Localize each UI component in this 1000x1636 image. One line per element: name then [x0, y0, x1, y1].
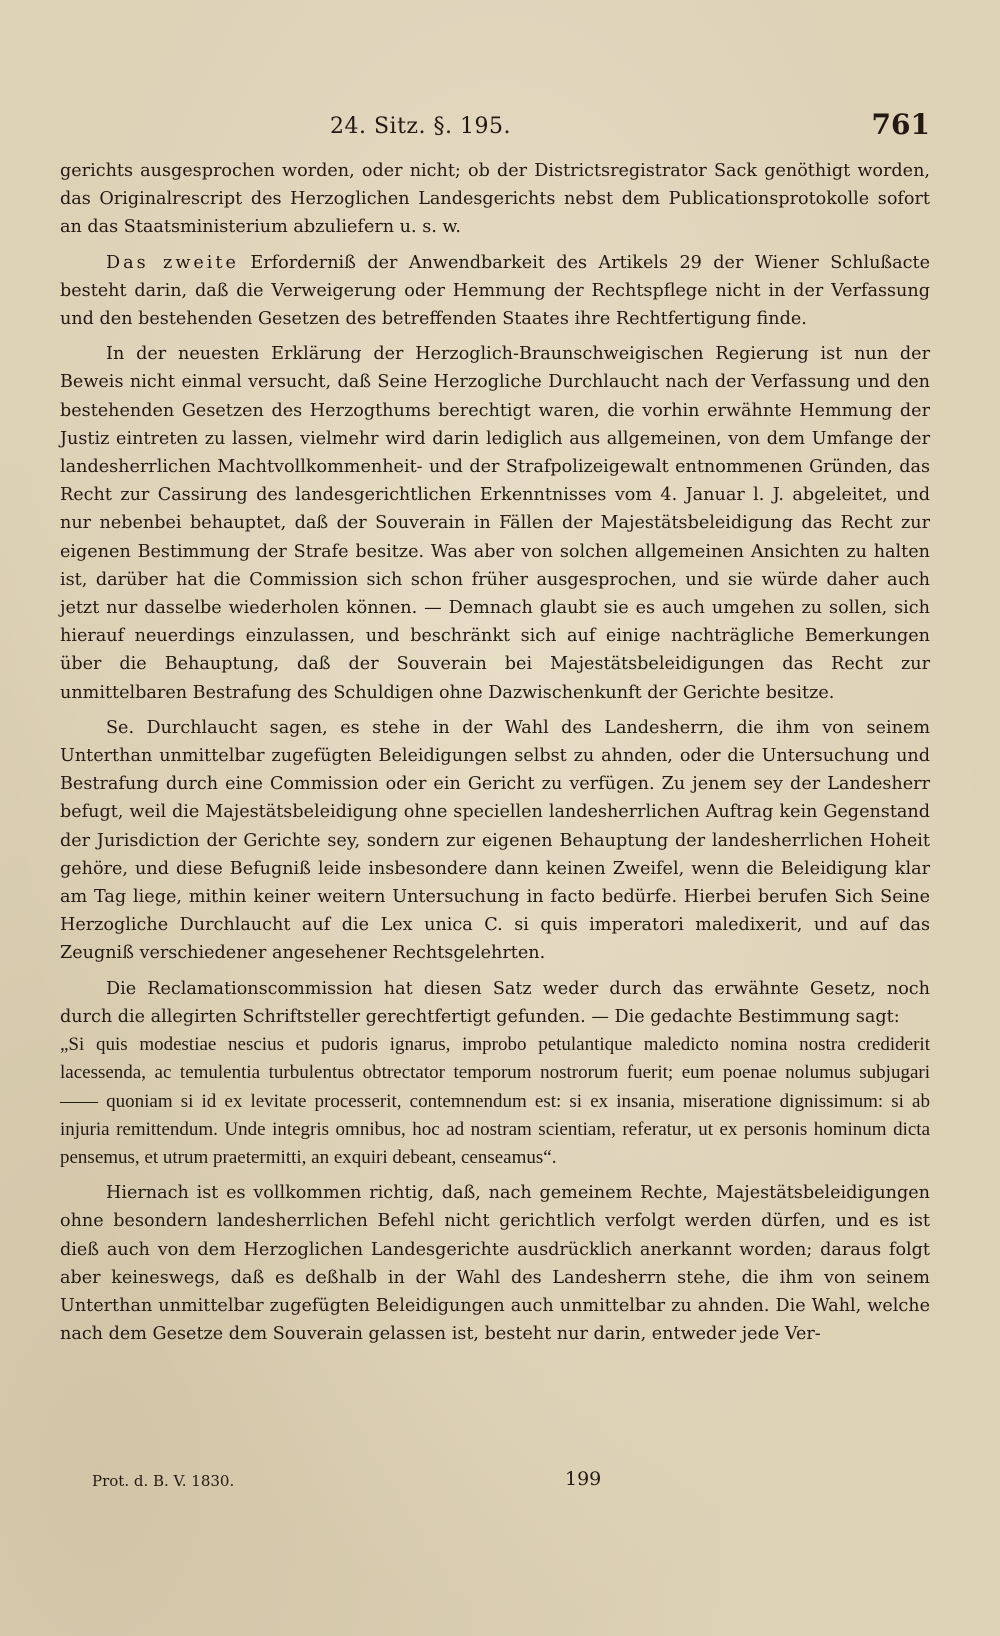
paragraph-text: Erforderniß der Anwendbarkeit des Artikels 29 der Wiener Schlußacte besteht darin, daß die Verweigerung oder Hemmung der Rechtspflege nicht in der Verfassung und den bestehenden Gesetzen des betreffenden Staates ihre Rechtfertigung finde. — [60, 252, 930, 330]
paragraph-lead-emphasis: Das zweite — [106, 252, 239, 273]
latin-quotation: „Si quis modestiae nescius et pudoris ignarus, improbo petulantique maledicto nomina nostra crediderit lacessenda, ac temulentia turbulentus obtrectator temporum nostrorum fuerit; eum poenae nolumus subjugari —— quoniam si id ex levitate processerit, contemnendum est: si ex insania, miseratione dignissimum: si ab injuria remittendum. Unde integris omnibus, hoc ad nostram scientiam, referatur, ut ex personis hominum dicta pensemus, et utrum praetermitti, an exquiri debeant, censeamus“. — [60, 1034, 930, 1168]
page-header — [60, 108, 930, 148]
paragraph-government-declaration: In der neuesten Erklärung der Herzoglich-Braunschweigischen Regierung ist nun der Beweis nicht einmal versucht, daß Seine Herzogliche Durchlaucht nach der Verfassung und den bestehenden Gesetzen des Herzogthums berechtigt waren, die vorhin erwähnte Hemmung der Justiz eintreten zu lassen, vielmehr wird darin lediglich aus allgemeinen, von dem Umfange der landesherrlichen Machtvollkommenheit- und der Strafpolizeigewalt entnommenen Gründen, das Recht zur Cassirung des landesgerichtlichen Erkenntnisses vom 4. Januar l. J. abgeleitet, und nur nebenbei behauptet, daß der Souverain in Fällen der Majestätsbeleidigung das Recht zur eigenen Bestimmung der Strafe besitze. Was aber von solchen allgemeinen Ansichten zu halten ist, darüber hat die Commission sich schon früher ausgesprochen, und sie würde daher auch jetzt nur dasselbe wiederholen können. — Demnach glaubt sie es auch umgehen zu sollen, sich hierauf neuerdings einzulassen, und beschränkt sich auf einige nachträgliche Bemerkungen über die Behauptung, daß der Souverain bei Majestätsbeleidigungen das Recht zur unmittelbaren Bestrafung des Schuldigen ohne Dazwischenkunft der Gerichte besitze. — [60, 344, 930, 703]
paragraph-continuation: gerichts ausgesprochen worden, oder nicht; ob der Districtsregistrator Sack genöthigt worden, das Originalrescript des Herzoglichen Landesgerichts nebst dem Publicationsprotokolle sofort an das Staatsministerium abzuliefern u. s. w. — [60, 161, 930, 238]
page-number: 761 — [871, 108, 930, 141]
page-footer — [60, 1468, 930, 1498]
paragraph-second-requirement — [60, 249, 930, 334]
footer-source-line: Prot. d. B. V. 1830. — [92, 1472, 235, 1490]
signature-mark: 199 — [565, 1468, 602, 1490]
running-head: 24. Sitz. §. 195. — [330, 114, 511, 139]
body-text — [60, 157, 930, 1348]
paragraph-conclusion: Hiernach ist es vollkommen richtig, daß, nach gemeinem Rechte, Majestätsbeleidigungen ohne besondern landesherrlichen Befehl nicht gerichtlich verfolgt werden dürfen, und es ist dieß auch von dem Herzoglichen Landesgerichte ausdrücklich anerkannt worden; daraus folgt aber keineswegs, daß es deßhalb in der Wahl des Landesherrn stehe, die ihm von seinem Unterthan unmittelbar zugefügten Beleidigungen auch unmittelbar zu ahnden. Die Wahl, welche nach dem Gesetze dem Souverain gelassen ist, besteht nur darin, entweder jede Ver- — [60, 1183, 930, 1345]
paragraph-durchlaucht: Se. Durchlaucht sagen, es stehe in der Wahl des Landesherrn, die ihm von seinem Unterthan unmittelbar zugefügten Beleidigungen selbst zu ahnden, oder die Untersuchung und Bestrafung durch eine Commission oder ein Gericht zu verfügen. Zu jenem sey der Landesherr befugt, weil die Majestätsbeleidigung ohne speciellen landesherrlichen Auftrag kein Gegenstand der Jurisdiction der Gerichte sey, sondern zur eigenen Behauptung der landesherrlichen Hoheit gehöre, und diese Befugniß leide insbesondere dann keinen Zweifel, wenn die Beleidigung klar am Tag liege, mithin keiner weitern Untersuchung in facto bedürfe. Hierbei berufen Sich Seine Herzogliche Durchlaucht auf die Lex unica C. si quis imperatori maledixerit, und auf das Zeugniß verschiedener angesehener Rechtsgelehrten. — [60, 717, 930, 964]
paragraph-reclamation: Die Reclamationscommission hat diesen Satz weder durch das erwähnte Gesetz, noch durch die allegirten Schriftsteller gerechtfertigt gefunden. — Die gedachte Bestimmung sagt: — [60, 978, 930, 1027]
